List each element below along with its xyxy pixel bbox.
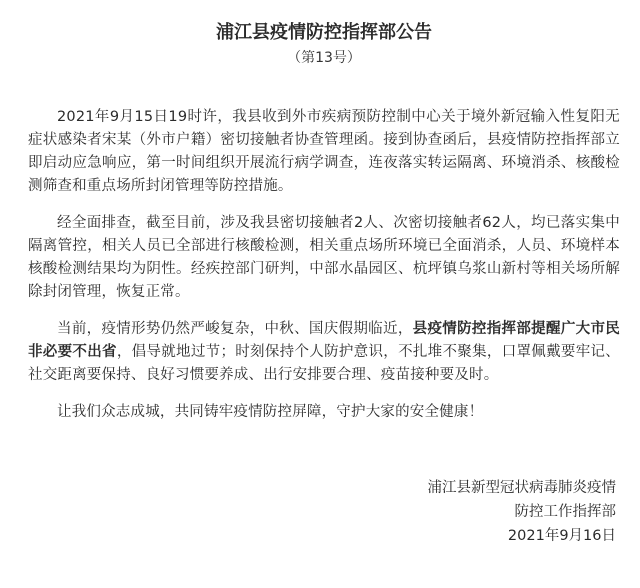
paragraph-3-intro: 当前，疫情形势仍然严峻复杂，中秋、国庆假期临近， <box>57 321 413 337</box>
signature-block <box>428 476 617 548</box>
notice-number: （第13号） <box>287 50 361 66</box>
signature-org-line2: 防控工作指挥部 <box>514 504 616 520</box>
paragraph-4: 让我们众志成城，共同铸牢疫情防控屏障，守护大家的安全健康！ <box>57 404 484 420</box>
signature-org-line1: 浦江县新型冠状病毒肺炎疫情 <box>427 480 616 496</box>
notice-body <box>28 106 620 424</box>
notice-title: 浦江县疫情防控指挥部公告 <box>216 22 432 43</box>
paragraph-2: 经全面排查，截至目前，涉及我县密切接触者2人、次密切接触者62人，均已落实集中隔离管控，相关人员已全部进行核酸检测，相关重点场所环境已全面消杀，人员、环境样本核酸检测结果均为阴性。经疾控部门研判，中部水晶园区、杭坪镇乌浆山新村等相关场所解除封闭管理，恢复正常。 <box>28 215 620 300</box>
paragraph-3-rest: ，倡导就地过节；时刻保持个人防护意识，不扎堆不聚集，口罩佩戴要牢记、社交距离要保持、良好习惯要养成、出行安排要合理、疫苗接种要及时。 <box>28 344 621 383</box>
paragraph-1: 2021年9月15日19时许，我县收到外市疾病预防控制中心关于境外新冠输入性复阳无症状感染者宋某（外市户籍）密切接触者协查管理函。接到协查函后，县疫情防控指挥部立即启动应急响应，第一时间组织开展流行病学调查，连夜落实转运隔离、环境消杀、核酸检测筛查和重点场所封闭管理等防控措施。 <box>28 109 620 194</box>
signature-date: 2021年9月16日 <box>507 528 616 544</box>
paragraph-3-highlight: 县疫情防控指挥部提醒广大市民非必要不出省 <box>28 321 620 360</box>
paragraph-3 <box>28 318 620 387</box>
